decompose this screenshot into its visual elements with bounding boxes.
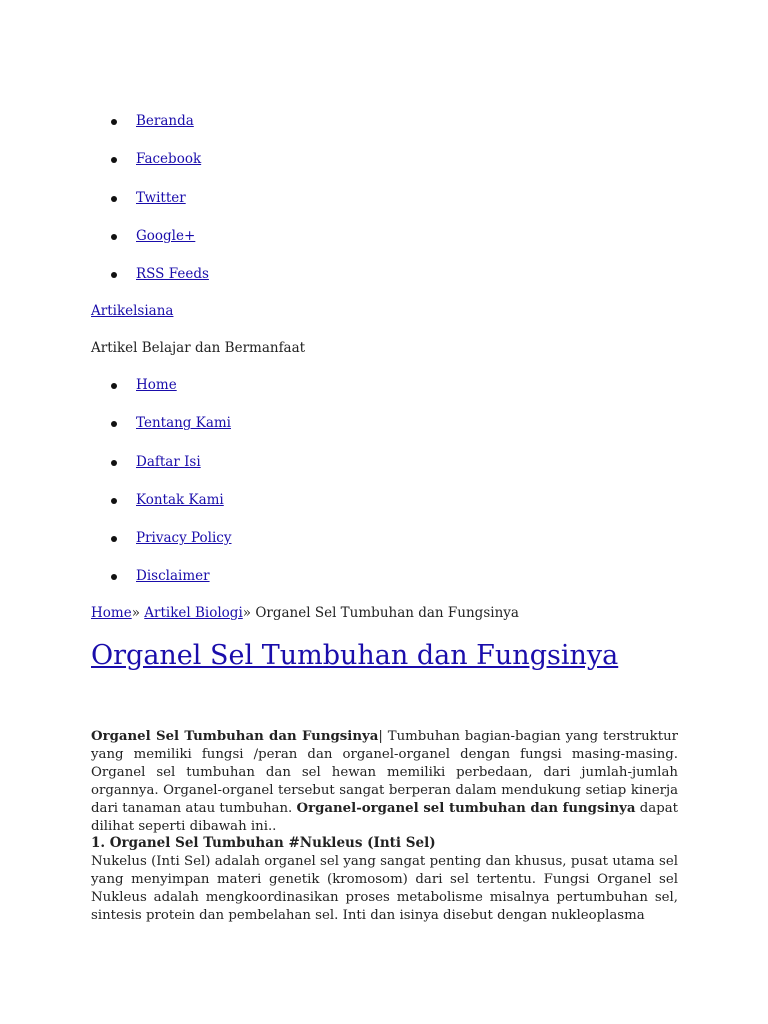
main-menu-link-tentang-kami[interactable]: Tentang Kami bbox=[136, 415, 231, 432]
breadcrumb-separator: » bbox=[131, 605, 145, 621]
main-menu-link-home[interactable]: Home bbox=[136, 377, 177, 393]
social-menu-item-facebook bbox=[91, 150, 678, 188]
breadcrumb bbox=[91, 605, 519, 621]
intro-text: | Tumbuhan bagian-bagian yang terstruktur yang memiliki fungsi /peran dan organel-organel dengan fungsi masing-masing. Organel sel tumbuhan dan sel hewan memiliki perbedaan, dari jumlah-jumlah organnya. Organel-organel tersebut sangat berperan dalam mendukung setiap kinerja dari tanaman atau tumbuhan. bbox=[91, 729, 679, 816]
post-title bbox=[91, 640, 618, 671]
main-menu-link-daftar-isi[interactable]: Daftar Isi bbox=[136, 453, 201, 470]
main-menu bbox=[91, 376, 678, 606]
bullet-icon bbox=[111, 383, 117, 389]
site-name-link[interactable]: Artikelsiana bbox=[91, 303, 174, 319]
bullet-icon bbox=[111, 460, 117, 466]
main-menu-item-disclaimer bbox=[91, 567, 678, 605]
bullet-icon bbox=[111, 234, 117, 240]
social-menu-item-beranda bbox=[91, 112, 678, 150]
main-menu-item-tentang-kami bbox=[91, 414, 678, 452]
main-menu-link-privacy-policy[interactable]: Privacy Policy bbox=[136, 530, 232, 547]
breadcrumb-category-link[interactable]: Artikel Biologi bbox=[144, 605, 243, 621]
social-menu-item-rss bbox=[91, 265, 678, 303]
bullet-icon bbox=[111, 196, 117, 202]
main-menu-link-kontak-kami[interactable]: Kontak Kami bbox=[136, 491, 224, 508]
bullet-icon bbox=[111, 498, 117, 504]
bullet-icon bbox=[111, 574, 117, 580]
main-menu-item-privacy-policy bbox=[91, 529, 678, 567]
post-title-link[interactable]: Organel Sel Tumbuhan dan Fungsinya bbox=[91, 640, 619, 671]
social-link-twitter[interactable]: Twitter bbox=[136, 189, 186, 206]
section-paragraph-nukleus: Nukelus (Inti Sel) adalah organel sel yang sangat penting dan khusus, pusat utama sel yang menyimpan materi genetik (kromosom) dari sel tertentu. Fungsi Organel sel Nukleus adalah mengkoordinasikan proses metabolisme misalnya pertumbuhan sel, sintesis protein dan pembelahan sel. Inti dan isinya disebut dengan nukleoplasma bbox=[91, 854, 678, 923]
main-menu-item-kontak-kami bbox=[91, 491, 678, 529]
intro-bold-title: Organel Sel Tumbuhan dan Fungsinya bbox=[91, 729, 379, 744]
social-link-beranda[interactable]: Beranda bbox=[136, 113, 194, 129]
social-link-google-plus[interactable]: Google+ bbox=[136, 227, 196, 244]
bullet-icon bbox=[111, 119, 117, 125]
breadcrumb-current: Organel Sel Tumbuhan dan Fungsinya bbox=[255, 605, 519, 621]
main-menu-item-daftar-isi bbox=[91, 453, 678, 491]
social-menu-item-twitter bbox=[91, 189, 678, 227]
section-heading-nukleus: 1. Organel Sel Tumbuhan #Nukleus (Inti Sel) bbox=[91, 835, 436, 851]
bullet-icon bbox=[111, 272, 117, 278]
site-description: Artikel Belajar dan Bermanfaat bbox=[91, 340, 306, 356]
breadcrumb-separator: » bbox=[242, 605, 256, 621]
social-menu bbox=[91, 112, 678, 303]
post-intro-paragraph bbox=[91, 728, 678, 836]
intro-text-end: dapat dilihat seperti dibawah ini.. bbox=[91, 801, 678, 834]
social-link-facebook[interactable]: Facebook bbox=[136, 151, 202, 168]
bullet-icon bbox=[111, 421, 117, 427]
main-menu-item-home bbox=[91, 376, 678, 414]
breadcrumb-home-link[interactable]: Home bbox=[91, 605, 132, 621]
social-link-rss-feeds[interactable]: RSS Feeds bbox=[136, 266, 209, 283]
intro-bold-phrase: Organel-organel sel tumbuhan dan fungsinya bbox=[296, 801, 636, 816]
social-menu-item-google-plus bbox=[91, 227, 678, 265]
bullet-icon bbox=[111, 157, 117, 163]
bullet-icon bbox=[111, 536, 117, 542]
main-menu-link-disclaimer[interactable]: Disclaimer bbox=[136, 568, 210, 585]
page-container bbox=[91, 0, 679, 923]
